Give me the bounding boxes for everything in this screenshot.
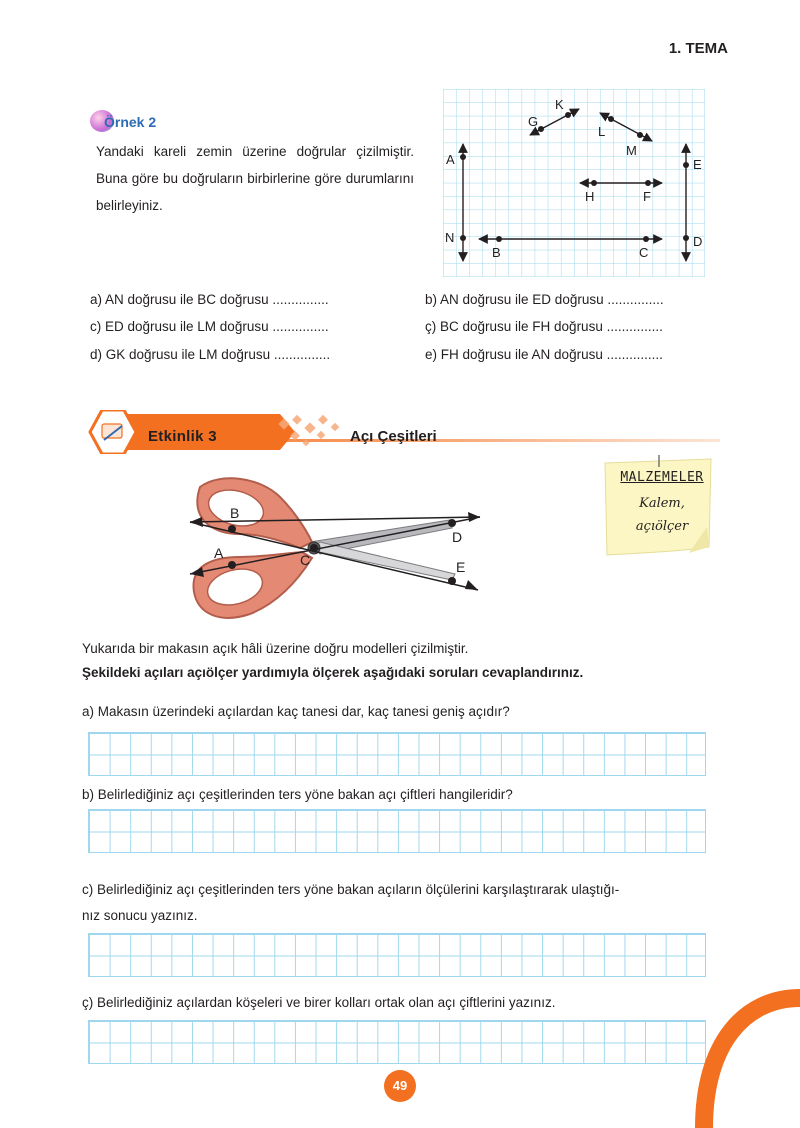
answer-box-b[interactable]: [88, 809, 706, 853]
question-c: c) ED doğrusu ile LM doğrusu ...............: [90, 319, 329, 334]
scissors-label-c: C: [300, 552, 311, 568]
question-a-text: a) Makasın üzerindeki açılardan kaç tanesi dar, kaç tanesi geniş açıdır?: [82, 704, 510, 719]
scissors-label-b: B: [230, 505, 240, 521]
question-b-text: b) Belirlediğiniz açı çeşitlerinden ters yöne bakan açı çiftleri hangileridir?: [82, 787, 513, 802]
activity-hexagon-icon: [90, 410, 136, 454]
point-label-c: C: [639, 245, 649, 260]
corner-arc-decoration: [690, 988, 800, 1128]
scissors-figure: [180, 472, 500, 627]
question-d-text: ç) Belirlediğiniz açılardan köşeleri ve birer kolları ortak olan açı çiftlerini yazınız.: [82, 995, 556, 1010]
point-label-e: E: [693, 157, 702, 172]
point-label-m: M: [626, 143, 637, 158]
scissors-label-a: A: [214, 545, 224, 561]
theme-heading: 1. TEMA: [668, 40, 728, 57]
point-label-n: N: [445, 230, 455, 245]
question-e: e) FH doğrusu ile AN doğrusu ...............: [425, 347, 663, 362]
page-number: 49: [384, 1070, 416, 1102]
point-label-f: F: [643, 189, 651, 204]
intro-text: Yukarıda bir makasın açık hâli üzerine doğru modelleri çizilmiştir.: [82, 641, 469, 656]
point-label-k: K: [555, 97, 564, 112]
instruction-text: Şekildeki açıları açıölçer yardımıyla ölçerek aşağıdaki soruları cevaplandırınız.: [82, 665, 584, 680]
point-label-l: L: [598, 124, 606, 139]
point-label-d: D: [693, 234, 703, 249]
answer-box-c[interactable]: [88, 933, 706, 977]
materials-item-1: Kalem,: [639, 496, 685, 511]
answer-box-d[interactable]: [88, 1020, 706, 1064]
scissors-label-d: D: [452, 529, 463, 545]
question-b: b) AN doğrusu ile ED doğrusu ...............: [425, 292, 664, 307]
scissors-label-e: E: [456, 559, 466, 575]
question-d: d) GK doğrusu ile LM doğrusu ...............: [90, 347, 331, 362]
activity-label: Etkinlik 3: [148, 428, 217, 445]
question-c-text-line2: nız sonucu yazınız.: [82, 908, 198, 923]
point-label-g: G: [528, 114, 539, 129]
point-label-b: B: [492, 245, 501, 260]
materials-item-2: açıölçer: [635, 519, 689, 534]
question-c-text-line1: c) Belirlediğiniz açı çeşitlerinden ters yöne bakan açıların ölçülerini karşılaştırarak ulaştığı-: [82, 882, 620, 897]
activity-title: Açı Çeşitleri: [350, 428, 437, 445]
example-badge: [90, 108, 190, 136]
question-a: a) AN doğrusu ile BC doğrusu ...............: [90, 292, 329, 307]
point-label-h: H: [585, 189, 595, 204]
line-grid-figure: [443, 89, 705, 277]
example-badge-label: Örnek 2: [104, 114, 157, 130]
point-label-a: A: [446, 152, 455, 167]
question-c-cedilla: ç) BC doğrusu ile FH doğrusu ...............: [425, 319, 663, 334]
example-text: Yandaki kareli zemin üzerine doğrular çizilmiştir. Buna göre bu doğruların birbirlerine göre durumlarını belirleyiniz.: [96, 144, 414, 213]
materials-title: MALZEMELER: [620, 470, 704, 485]
answer-box-a[interactable]: [88, 732, 706, 776]
